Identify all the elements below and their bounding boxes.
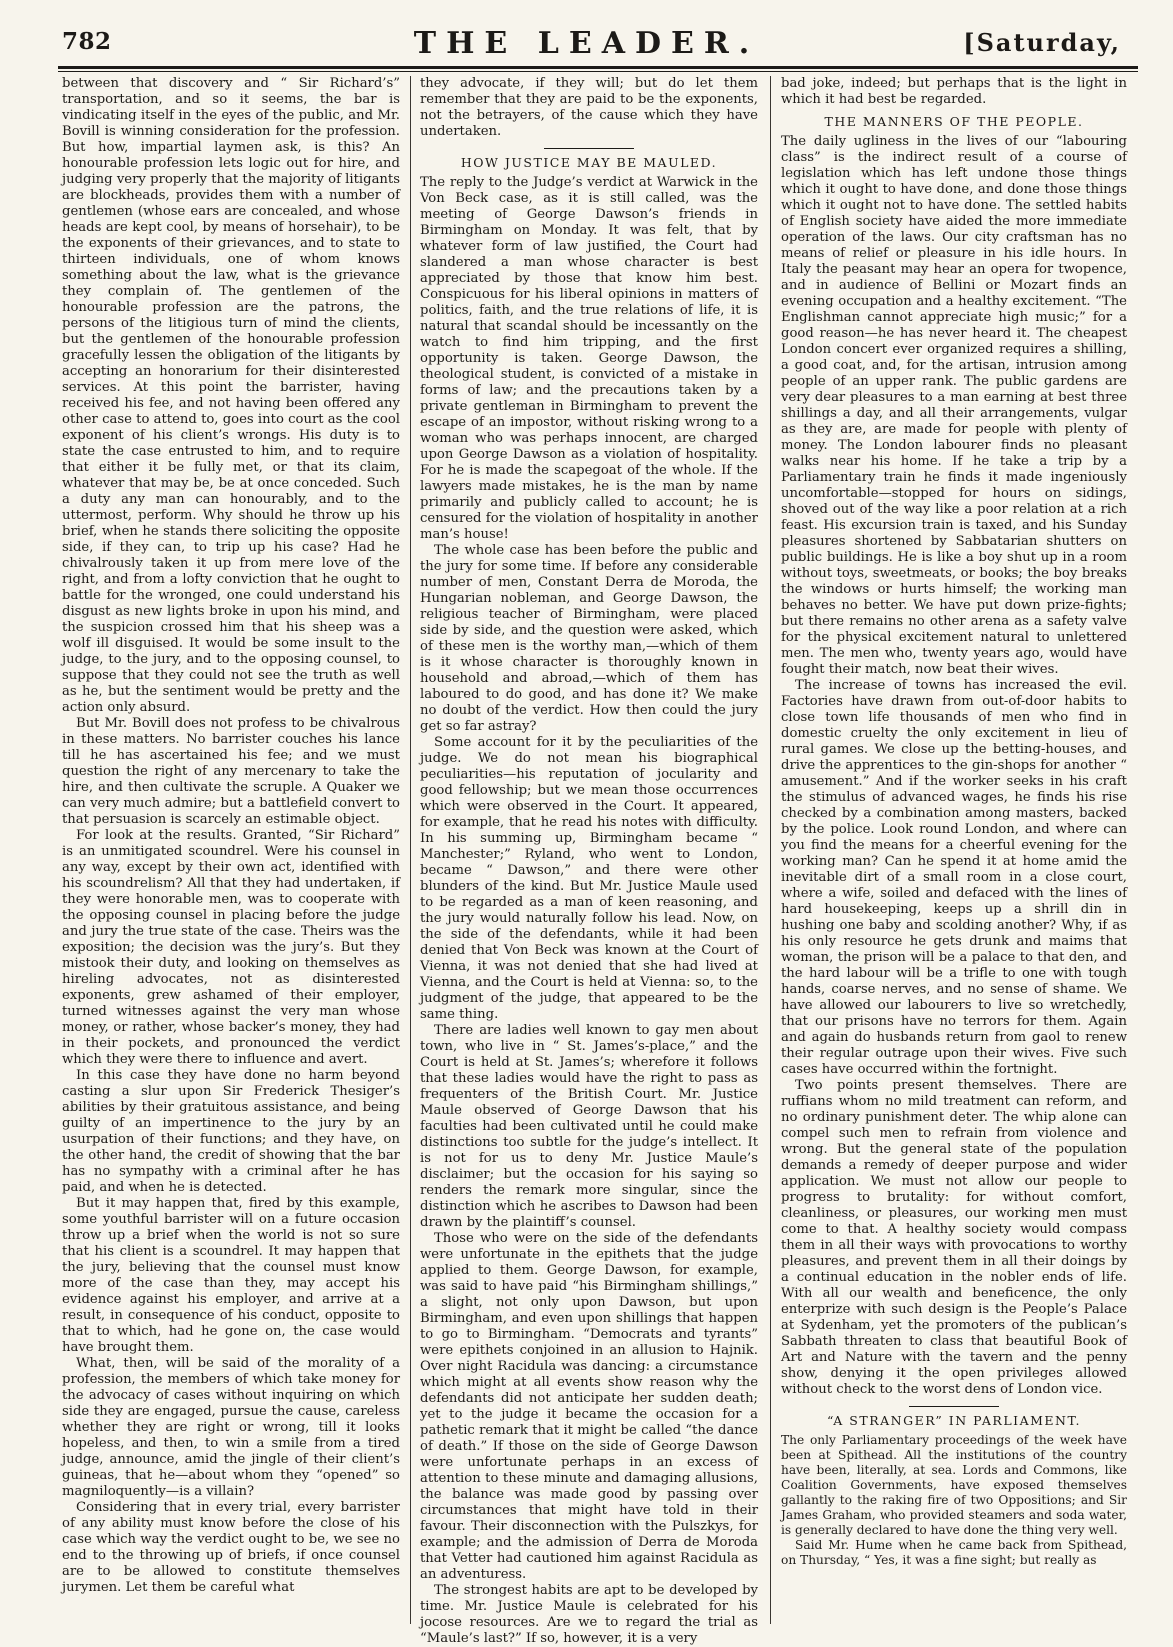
article-paragraph: The increase of towns has increased the evil. Factories have drawn from out-of-door habits to close town life thousands of men who find in domestic cruelty the only excitement in lieu of rural games. We close up the betting-houses, and drive the apprentices to the gin-shops for another “ amusement.” And if the worker seeks in his craft the stimulus of advanced wages, he finds his rise checked by a combination among masters, backed by the police. Look round London, and where can you find the means for a cheerful evening for the working man? Can he spend it at home amid the inevitable dirt of a small room in a close court, where a wife, soiled and defaced with the lines of hard housekeeping, keeps up a shrill din in hushing one baby and scolding another? Why, if as his only resource he gets drunk and maims that woman, the prison will be a palace to that den, and the hard labour will be a trifle to one with tough hands, coarse nerves, and no sense of shame. We have allowed our labourers to live so wretchedly, that our prisons have no terrors for them. Again and again do husbands return from gaol to renew their regular outrage upon their wives. Five such cases have occurred within the fortnight.: [781, 678, 1127, 1077]
issue-day: [Saturday,: [963, 28, 1121, 57]
column-2: [420, 76, 758, 1646]
article-paragraph: In this case they have done no harm beyond casting a slur upon Sir Frederick Thesiger’s abilities by their gratuitous assistance, and being guilty of an impertinence to the jury by an usurpation of their functions; and they have, on the other hand, the credit of showing that the bar has no sympathy with a criminal after he has paid, and when he is detected.: [62, 1068, 400, 1195]
section-heading: THE MANNERS OF THE PEOPLE.: [824, 114, 1084, 129]
section-separator: [544, 148, 634, 149]
newspaper-title: THE LEADER.: [413, 26, 760, 61]
article-paragraph: Some account for it by the peculiarities of the judge. We do not mean his biographical peculiarities—his reputation of jocularity and good fellowship; but we mean those occurrences which were observed in the Court. It appeared, for example, that he read his notes with difficulty. In his summing up, Birmingham became “ Manchester;” Ryland, who went to London, became “ Dawson,” and there were other blunders of the kind. But Mr. Justice Maule used to be regarded as a man of keen reasoning, and the jury would naturally follow his lead. Now, on the side of the defendants, while it had been denied that Von Beck was known at the Court of Vienna, it was not denied that she had lived at Vienna, and the Court is held at Vienna: so, to the judgment of the judge, that appeared to be the same thing.: [420, 735, 758, 1022]
article-paragraph: Two points present themselves. There are ruffians whom no mild treatment can reform, and no ordinary punishment deter. The whip alone can compel such men to refrain from violence and wrong. But the general state of the population demands a remedy of deeper purpose and wider application. We must not allow our people to progress to brutality: for without comfort, cleanliness, or pleasures, our working men must come to that. A healthy society would compass them in all their ways with provocations to worthy pleasures, and prevent them in all their doings by a continual education in the nobler ends of life. With all our wealth and beneficence, the only enterprize with such design is the People’s Palace at Sydenham, yet the promoters of the publican’s Sabbath threaten to class that beautiful Book of Art and Nature with the tavern and the penny show, denying it the open privileges allowed without check to the worst dens of London vice.: [781, 1078, 1127, 1397]
article-paragraph: Those who were on the side of the defendants were unfortunate in the epithets that the judge applied to them. George Dawson, for example, was said to have paid “his Birmingham shillings,” a slight, not only upon Dawson, but upon Birmingham, and even upon shillings that happen to go to Birmingham. “Democrats and tyrants” were epithets conjoined in an allusion to Hajnik. Over night Racidula was dancing: a circumstance which might at all events show reason why the defendants did not anticipate her sudden death; yet to the judge it became the occasion for a pathetic remark that it might be called “the dance of death.” If those on the side of George Dawson were unfortunate perhaps in an excess of attention to these minute and damaging allusions, the balance was made good by passing over circumstances that might have told in their favour. Their disconnection with the Pulszkys, for example; and the admission of Derra de Moroda that Vetter had cautioned him against Racidula as an adventuress.: [420, 1231, 758, 1582]
article-paragraph: But Mr. Bovill does not profess to be chivalrous in these matters. No barrister couches his lance till he has ascertained his fee; and we must question the right of any mercenary to take the hire, and then cultivate the scruple. A Quaker we can very much admire; but a battlefield convert to that persuasion is scarcely an estimable object.: [62, 716, 400, 827]
article-paragraph: they advocate, if they will; but do let them remember that they are paid to be the exponents, not the betrayers, of the cause which they have undertaken.: [420, 76, 758, 139]
article-paragraph: bad joke, indeed; but perhaps that is the light in which it had best be regarded.: [781, 76, 1127, 107]
article-paragraph: There are ladies well known to gay men about town, who live in “ St. James’s-place,” and the Court is held at St. James’s; wherefore it follows that these ladies would have the right to pass as frequenters of the British Court. Mr. Justice Maule observed of George Dawson that his faculties had been cultivated until he could make distinctions too subtle for the judge’s intellect. It is not for us to deny Mr. Justice Maule’s disclaimer; but the occasion for his saying so renders the remark more singular, since the distinction which he ascribes to Dawson had been drawn by the plaintiff’s counsel.: [420, 1023, 758, 1230]
article-paragraph: The strongest habits are apt to be developed by time. Mr. Justice Maule is celebrated for his jocose resources. Are we to regard the trial as “Maule’s last?” If so, however, it is a very: [420, 1583, 758, 1646]
article-paragraph: What, then, will be said of the morality of a profession, the members of which take money for the advocacy of cases without inquiring on which side they are engaged, pursue the cause, careless whether they are right or wrong, till it looks hopeless, and then, to win a smile from a tired judge, announce, amid the jingle of their client’s guineas, that he—about whom they “opened” so magniloquently—is a villain?: [62, 1356, 400, 1499]
article-paragraph: The whole case has been before the public and the jury for some time. If before any considerable number of men, Constant Derra de Moroda, the Hungarian nobleman, and George Dawson, the religious teacher of Birmingham, were placed side by side, and the question were asked, which of these men is the worthy man,—which of them is it whose character is thoroughly known in household and abroad,—which of them has laboured to do good, and has done it? We make no doubt of the verdict. How then could the jury get so far astray?: [420, 543, 758, 734]
column-divider: [770, 76, 771, 1624]
article-paragraph: For look at the results. Granted, “Sir Richard” is an unmitigated scoundrel. Were his counsel in any way, except by their own act, identified with his scoundrelism? All that they had undertaken, if they were honorable men, was to cooperate with the opposing counsel in placing before the judge and jury the true state of the case. Theirs was the exposition; the decision was the jury’s. But they mistook their duty, and looking on themselves as hireling advocates, not as disinterested exponents, grew ashamed of their employer, turned witnesses against the very man whose money, or rather, whose backer’s money, they had in their pockets, and pronounced the verdict which they were there to influence and avert.: [62, 828, 400, 1067]
article-paragraph: The only Parliamentary proceedings of the week have been at Spithead. All the institutions of the country have been, literally, at sea. Lords and Commons, like Coalition Governments, have exposed themselves gallantly to the raking fire of two Oppositions; and Sir James Graham, who provided steamers and soda water, is generally declared to have done the thing very well.: [781, 1433, 1127, 1537]
article-paragraph: The daily ugliness in the lives of our “labouring class” is the indirect result of a course of legislation which has left undone those things which it ought to have done, and done those things which it ought not to have done. The settled habits of English society have aided the more immediate operation of the laws. Our city craftsman has no means of relief or pleasure in his idle hours. In Italy the peasant may hear an opera for twopence, and in audience of Bellini or Mozart finds an evening occupation and a healthy excitement. “The Englishman cannot appreciate high music;” for a good reason—he has never heard it. The cheapest London concert ever organized requires a shilling, a good coat, and, for the artisan, intrusion among people of an upper rank. The public gardens are very dear pleasures to a man earning at best three shillings a day, and all their arrangements, vulgar as they are, are made for people with plenty of money. The London labourer finds no pleasant walks near his home. If he take a trip by a Parliamentary train he finds it made ingeniously uncomfortable—stopped for hours on sidings, shoved out of the way like a poor relation at a rich feast. His excursion train is taxed, and his Sunday pleasures shortened by Sabbatarian shutters on public buildings. He is like a boy shut up in a room without toys, sweetmeats, or books; the boy breaks the windows or hurts himself; the working man behaves no better. We have put down prize-fights; but there remains no other arena as a safety valve for the physical excitement natural to unlettered men. The men who, twenty years ago, would have fought their match, now beat their wives.: [781, 134, 1127, 677]
masthead-rule-thick: [58, 66, 1138, 69]
article-paragraph: between that discovery and “ Sir Richard’s” transportation, and so it seems, the bar is vindicating itself in the eyes of the public, and Mr. Bovill is winning consideration for the profession. But how, impartial laymen ask, is this? An honourable profession lets logic out for hire, and judging very properly that the majority of litigants are blockheads, provides them with a number of gentlemen (whose ears are concealed, and whose heads are kept cool, by means of horsehair), to be the exponents of their grievances, and to state to thirteen individuals, one of whom knows something about the law, what is the grievance they complain of. The gentlemen of the honourable profession are the patrons, the persons of the litigious turn of mind the clients, but the gentlemen of the honourable profession gracefully lessen the obligation of the litigants by accepting an honorarium for their disinterested services. At this point the barrister, having received his fee, and not having been offered any other case to attend to, goes into court as the cool exponent of his client’s wrongs. His duty is to state the case entrusted to him, and to require that either it be fully met, or that its claim, whatever that may be, be at once conceded. Such a duty any man can honourably, and to the uttermost, perform. Why should he throw up his brief, when he stands there soliciting the opposite side, if they can, to trip up his case? Had he chivalrously taken it up from mere love of the right, and from a lofty conviction that he ought to battle for the wronged, one could understand his disgust as new lights broke in upon his mind, and the suspicion crossed him that his sheep was a wolf ill disguised. It would be some insult to the judge, to the jury, and to the opposing counsel, to suppose that they could not see the truth as well as he, but the sentiment would be pretty and the action only absurd.: [62, 76, 400, 715]
section-heading: HOW JUSTICE MAY BE MAULED.: [460, 155, 718, 170]
section-separator: [909, 1406, 999, 1407]
article-paragraph: Said Mr. Hume when he came back from Spithead, on Thursday, “ Yes, it was a fine sight; but really as: [781, 1538, 1127, 1567]
article-paragraph: Considering that in every trial, every barrister of any ability must know before the close of his case which way the verdict ought to be, we see no end to the throwing up of briefs, if once counsel are to be allowed to constitute themselves jurymen. Let them be careful what: [62, 1500, 400, 1595]
masthead-rule-thin: [58, 71, 1138, 72]
column-divider: [410, 76, 411, 1624]
column-1: [62, 76, 400, 1622]
section-heading: “A STRANGER” IN PARLIAMENT.: [827, 1413, 1081, 1428]
masthead: [0, 0, 1173, 64]
article-paragraph: But it may happen that, fired by this example, some youthful barrister will on a future occasion throw up a brief when the world is not so sure that his client is a scoundrel. It may happen that the jury, believing that the counsel must know more of the case than they, may accept his evidence against his employer, and arrive at a result, in consequence of his conduct, opposite to that to which, had he gone on, the case would have brought them.: [62, 1196, 400, 1355]
page-number: 782: [62, 28, 112, 55]
article-paragraph: The reply to the Judge’s verdict at Warwick in the Von Beck case, as it is still called, was the meeting of George Dawson’s friends in Birmingham on Monday. It was felt, that by whatever form of law justified, the Court had slandered a man whose character is best appreciated by those that know him best. Conspicuous for his liberal opinions in matters of politics, faith, and the true relations of life, it is natural that scandal should be incessantly on the watch to find him tripping, and the first opportunity is taken. George Dawson, the theological student, is convicted of a mistake in forms of law; and the precautions taken by a private gentleman in Birmingham to prevent the escape of an impostor, without risking wrong to a woman who was perhaps innocent, are charged upon George Dawson as a violation of hospitality. For he is made the scapegoat of the whole. If the lawyers made mistakes, he is the man by name primarily and publicly called to account; he is censured for the violation of hospitality in another man’s house!: [420, 175, 758, 542]
column-3: [781, 76, 1127, 1622]
